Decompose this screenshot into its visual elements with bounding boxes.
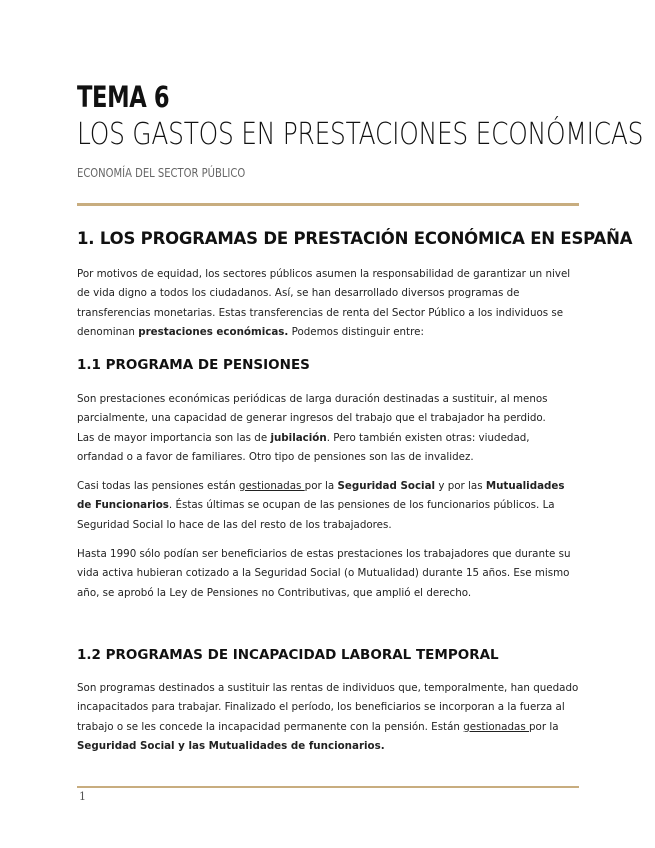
bold-term: prestaciones económicas. xyxy=(138,325,289,338)
pensiones-paragraph-2 xyxy=(77,477,579,535)
pensiones-paragraph-3: Hasta 1990 sólo podían ser beneficiarios de estas prestaciones los trabajadores que durante su vida activa hubieran cotizado a la Seguridad Social (o Mutualidad) durante 15 años. Ese mismo año, se aprobó la Ley de Pensiones no Contributivas, que amplió el derecho. xyxy=(77,548,571,599)
header-divider xyxy=(77,203,579,206)
footer-divider xyxy=(77,786,579,788)
bold-term: Seguridad Social y las Mutualidades de funcionarios. xyxy=(77,739,385,752)
text-run: y por las xyxy=(435,480,486,492)
text-run: Podemos distinguir entre: xyxy=(288,325,424,338)
bold-term: Seguridad Social xyxy=(337,480,436,492)
text-run: por la xyxy=(528,720,559,733)
underlined-term: gestionadas xyxy=(463,720,529,733)
bold-term: Mutualidades de Funcionarios xyxy=(77,480,565,512)
section-1-paragraph xyxy=(77,265,579,342)
text-run: . Pero también existen otras: viudedad, orfandad o a favor de familiares. Otro tipo de pensiones son las de invalidez. xyxy=(77,431,530,463)
incapacidad-paragraph xyxy=(77,679,579,756)
text-run: Por motivos de equidad, los sectores públicos asumen la responsabilidad de garantizar un nivel de vida digno a todos los ciudadanos. Así, se han desarrollado diversos programas de transferencias monetarias. Estas transferencias de renta del Sector Público a los individuos se denominan xyxy=(77,268,571,338)
text-run: por la xyxy=(304,480,338,492)
bold-term: jubilación xyxy=(270,431,327,444)
section-1-2-heading: 1.2 PROGRAMAS DE INCAPACIDAD LABORAL TEMPORAL xyxy=(77,647,499,663)
section-1-1-heading: 1.1 PROGRAMA DE PENSIONES xyxy=(77,357,310,373)
text-run: Casi todas las pensiones están xyxy=(77,480,239,492)
text-run: Son programas destinados a sustituir las rentas de individuos que, temporalmente, han quedado incapacitados para trabajar. Finalizado el período, los beneficiarios se incorporan a la fuerza al trabajo o se les concede la incapacidad permanente con la pensión. Están xyxy=(77,682,579,733)
underlined-term: gestionadas xyxy=(238,480,305,492)
document-title: LOS GASTOS EN PRESTACIONES ECONÓMICAS xyxy=(77,117,644,152)
document-subtitle: ECONOMÍA DEL SECTOR PÚBLICO xyxy=(77,165,246,180)
text-run: . Éstas últimas se ocupan de las pensiones de los funcionarios públicos. La Seguridad Social lo hace de las del resto de los trabajadores. xyxy=(77,499,555,531)
section-1-heading: 1. LOS PROGRAMAS DE PRESTACIÓN ECONÓMICA EN ESPAÑA xyxy=(77,229,633,248)
pensiones-paragraph-1 xyxy=(77,390,579,467)
text-run: Son prestaciones económicas periódicas de larga duración destinadas a sustituir, al menos parcialmente, una capacidad de generar ingresos del trabajo que el trabajador ha perdido. xyxy=(77,393,548,425)
page-number: 1 xyxy=(79,790,86,803)
text-run: Las de mayor importancia son las de xyxy=(77,431,271,444)
tema-label: TEMA 6 xyxy=(77,80,170,114)
